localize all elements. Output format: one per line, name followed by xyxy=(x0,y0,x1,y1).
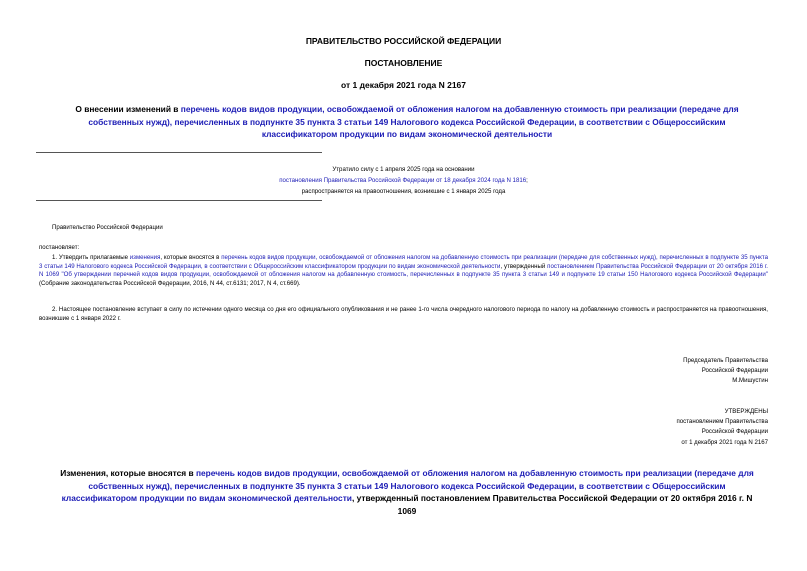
approved-label: УТВЕРЖДЕНЫ xyxy=(724,408,768,415)
annex-title-link[interactable]: перечень кодов видов продукции, освобождаемой от обложения налогом на добавленную стоимость при реализации (передаче для собственных нужд), перечисленных в подпункте 35 пункта 3 статьи 149 Налогового кодекса Российской Федерации, в соответствии с Общероссийским классификатором продукции по видам экономической деятельности xyxy=(61,468,754,503)
paragraph-1: 1. Утвердить прилагаемые изменения, которые вносятся в перечень кодов видов продукции, освобождаемой от обложения налогом на добавленную стоимость при реализации (передаче для собственных нужд), перечисленных в подпункте 35 пункта 3 статьи 149 Налогового кодекса Российской Федерации, в соответствии с Общероссийским классификатором продукции по видам экономической деятельности, утвержденный постановлением Правительства Российской Федерации от 20 октября 2016 г. N 1069 "Об утверждении перечней кодов видов продукции, освобождаемой от обложения налогом на добавленную стоимость, перечисленных в подпункте 35 пункта 3 статьи 149 и подпункте 19 статьи 150 Налогового кодекса Российской Федерации" (Собрание законодательства Российской Федерации, 2016, N 44, ст.6131; 2017, N 4, ст.669). xyxy=(39,254,769,287)
repeal-decree-link[interactable]: постановления Правительства Российской Федерации от 18 декабря 2024 года N 1816 xyxy=(279,177,527,184)
document-type: ПОСТАНОВЛЕНИЕ xyxy=(364,58,443,68)
status-note-line2: постановления Правительства Российской Федерации от 18 декабря 2024 года N 1816; xyxy=(279,177,528,184)
status-note xyxy=(0,164,807,197)
approved-date: от 1 декабря 2021 года N 2167 xyxy=(681,438,768,446)
status-note-line1: Утратило силу с 1 апреля 2025 года на основании xyxy=(332,166,475,173)
approved-by-2: Российской Федерации xyxy=(701,428,768,436)
status-note-line3: распространяется на правоотношения, возникшие с 1 января 2025 года xyxy=(301,188,506,195)
document-date-number: от 1 декабря 2021 года N 2167 xyxy=(340,80,467,90)
title-link[interactable]: перечень кодов видов продукции, освобождаемой от обложения налогом на добавленную стоимость при реализации (передаче для собственных нужд), перечисленных в подпункте 35 пункта 3 статьи 149 Налогового кодекса Российской Федерации, в соответствии с Общероссийским классификатором продукции по видам экономической деятельности xyxy=(88,104,739,139)
signature-block xyxy=(683,356,768,387)
title-prefix: О внесении изменений в xyxy=(75,104,181,114)
paragraph-2: 2. Настоящее постановление вступает в силу по истечении одного месяца со дня его официального опубликования и не ранее 1-го числа очередного налогового периода по налогу на добавленную стоимость и распространяется на правоотношения, возникшие с 1 января 2022 г. xyxy=(39,306,768,322)
decrees-label: постановляет: xyxy=(39,244,80,251)
changes-link[interactable]: изменения xyxy=(129,254,161,261)
signatory-position-2: Российской Федерации xyxy=(701,367,768,375)
signatory-name: М.Мишустин xyxy=(732,377,768,385)
divider-top xyxy=(36,152,322,153)
approved-by: постановлением Правительства xyxy=(676,418,768,426)
decree-1069-link[interactable]: постановлением Правительства Российской Федерации от 20 октября 2016 г. N 1069 "Об утверждении перечней кодов видов продукции, освобождаемой от обложения налогом на добавленную стоимость, перечисленных в подпункте 35 пункта 3 статьи 149 и подпункте 19 статьи 150 Налогового кодекса Российской Федерации" xyxy=(39,262,769,279)
divider-bottom xyxy=(36,200,322,201)
government-heading: ПРАВИТЕЛЬСТВО РОССИЙСКОЙ ФЕДЕРАЦИИ xyxy=(305,36,502,46)
annex-title: Изменения, которые вносятся в перечень кодов видов продукции, освобождаемой от обложения налогом на добавленную стоимость при реализации (передаче для собственных нужд), перечисленных в подпункте 35 пункта 3 статьи 149 Налогового кодекса Российской Федерации, в соответствии с Общероссийским классификатором продукции по видам экономической деятельности, утвержденный постановлением Правительства Российской Федерации от 20 октября 2016 г. N 1069 xyxy=(60,468,754,516)
document-title xyxy=(52,103,762,141)
signatory-position-1: Председатель Правительства xyxy=(683,357,768,364)
issuer: Правительство Российской Федерации xyxy=(52,224,163,231)
product-codes-list-link[interactable]: перечень кодов видов продукции, освобождаемой от обложения налогом на добавленную стоимость при реализации (передаче для собственных нужд), перечисленных в подпункте 35 пункта 3 статьи 149 Налогового кодекса Российской Федерации, в соответствии с Общероссийским классификатором продукции по видам экономической деятельности xyxy=(39,254,769,270)
approval-block xyxy=(676,407,768,448)
